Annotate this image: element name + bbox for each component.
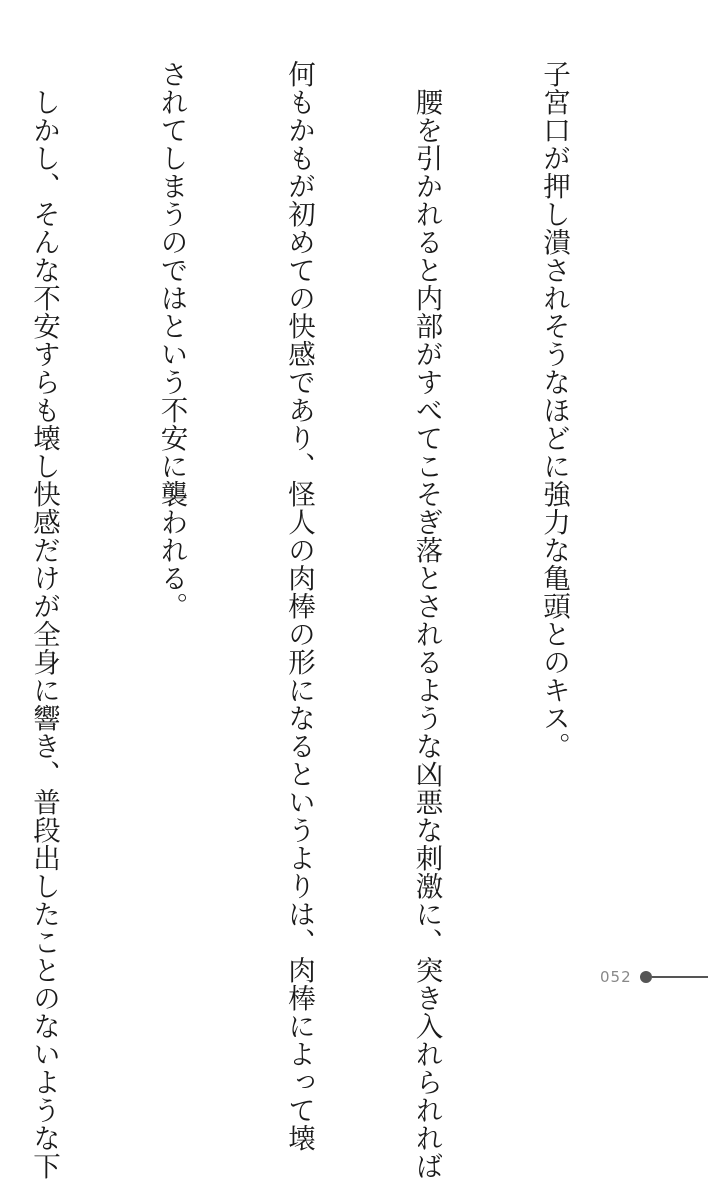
text-line: されてしまうのではという不安に襲われる。 (155, 60, 188, 620)
text-line: 何もかもが初めての快感であり、怪人の肉棒の形になるというよりは、肉棒によって壊 (283, 60, 315, 1152)
text-line: しかし、そんな不安すらも壊し快感だけが全身に響き、普段出したことのないような下 (28, 60, 60, 1180)
page-footer (600, 962, 708, 992)
text-line: 腰を引かれると内部がすべてこそぎ落とされるような凶悪な刺激に、突き入れられれば (410, 60, 443, 1180)
text-line: 子宮口が押し潰されそうなほどに強力な亀頭とのキス。 (538, 60, 570, 760)
page-marker-rule (652, 976, 708, 978)
page-number: 052 (600, 968, 632, 986)
page-marker-dot (640, 971, 652, 983)
